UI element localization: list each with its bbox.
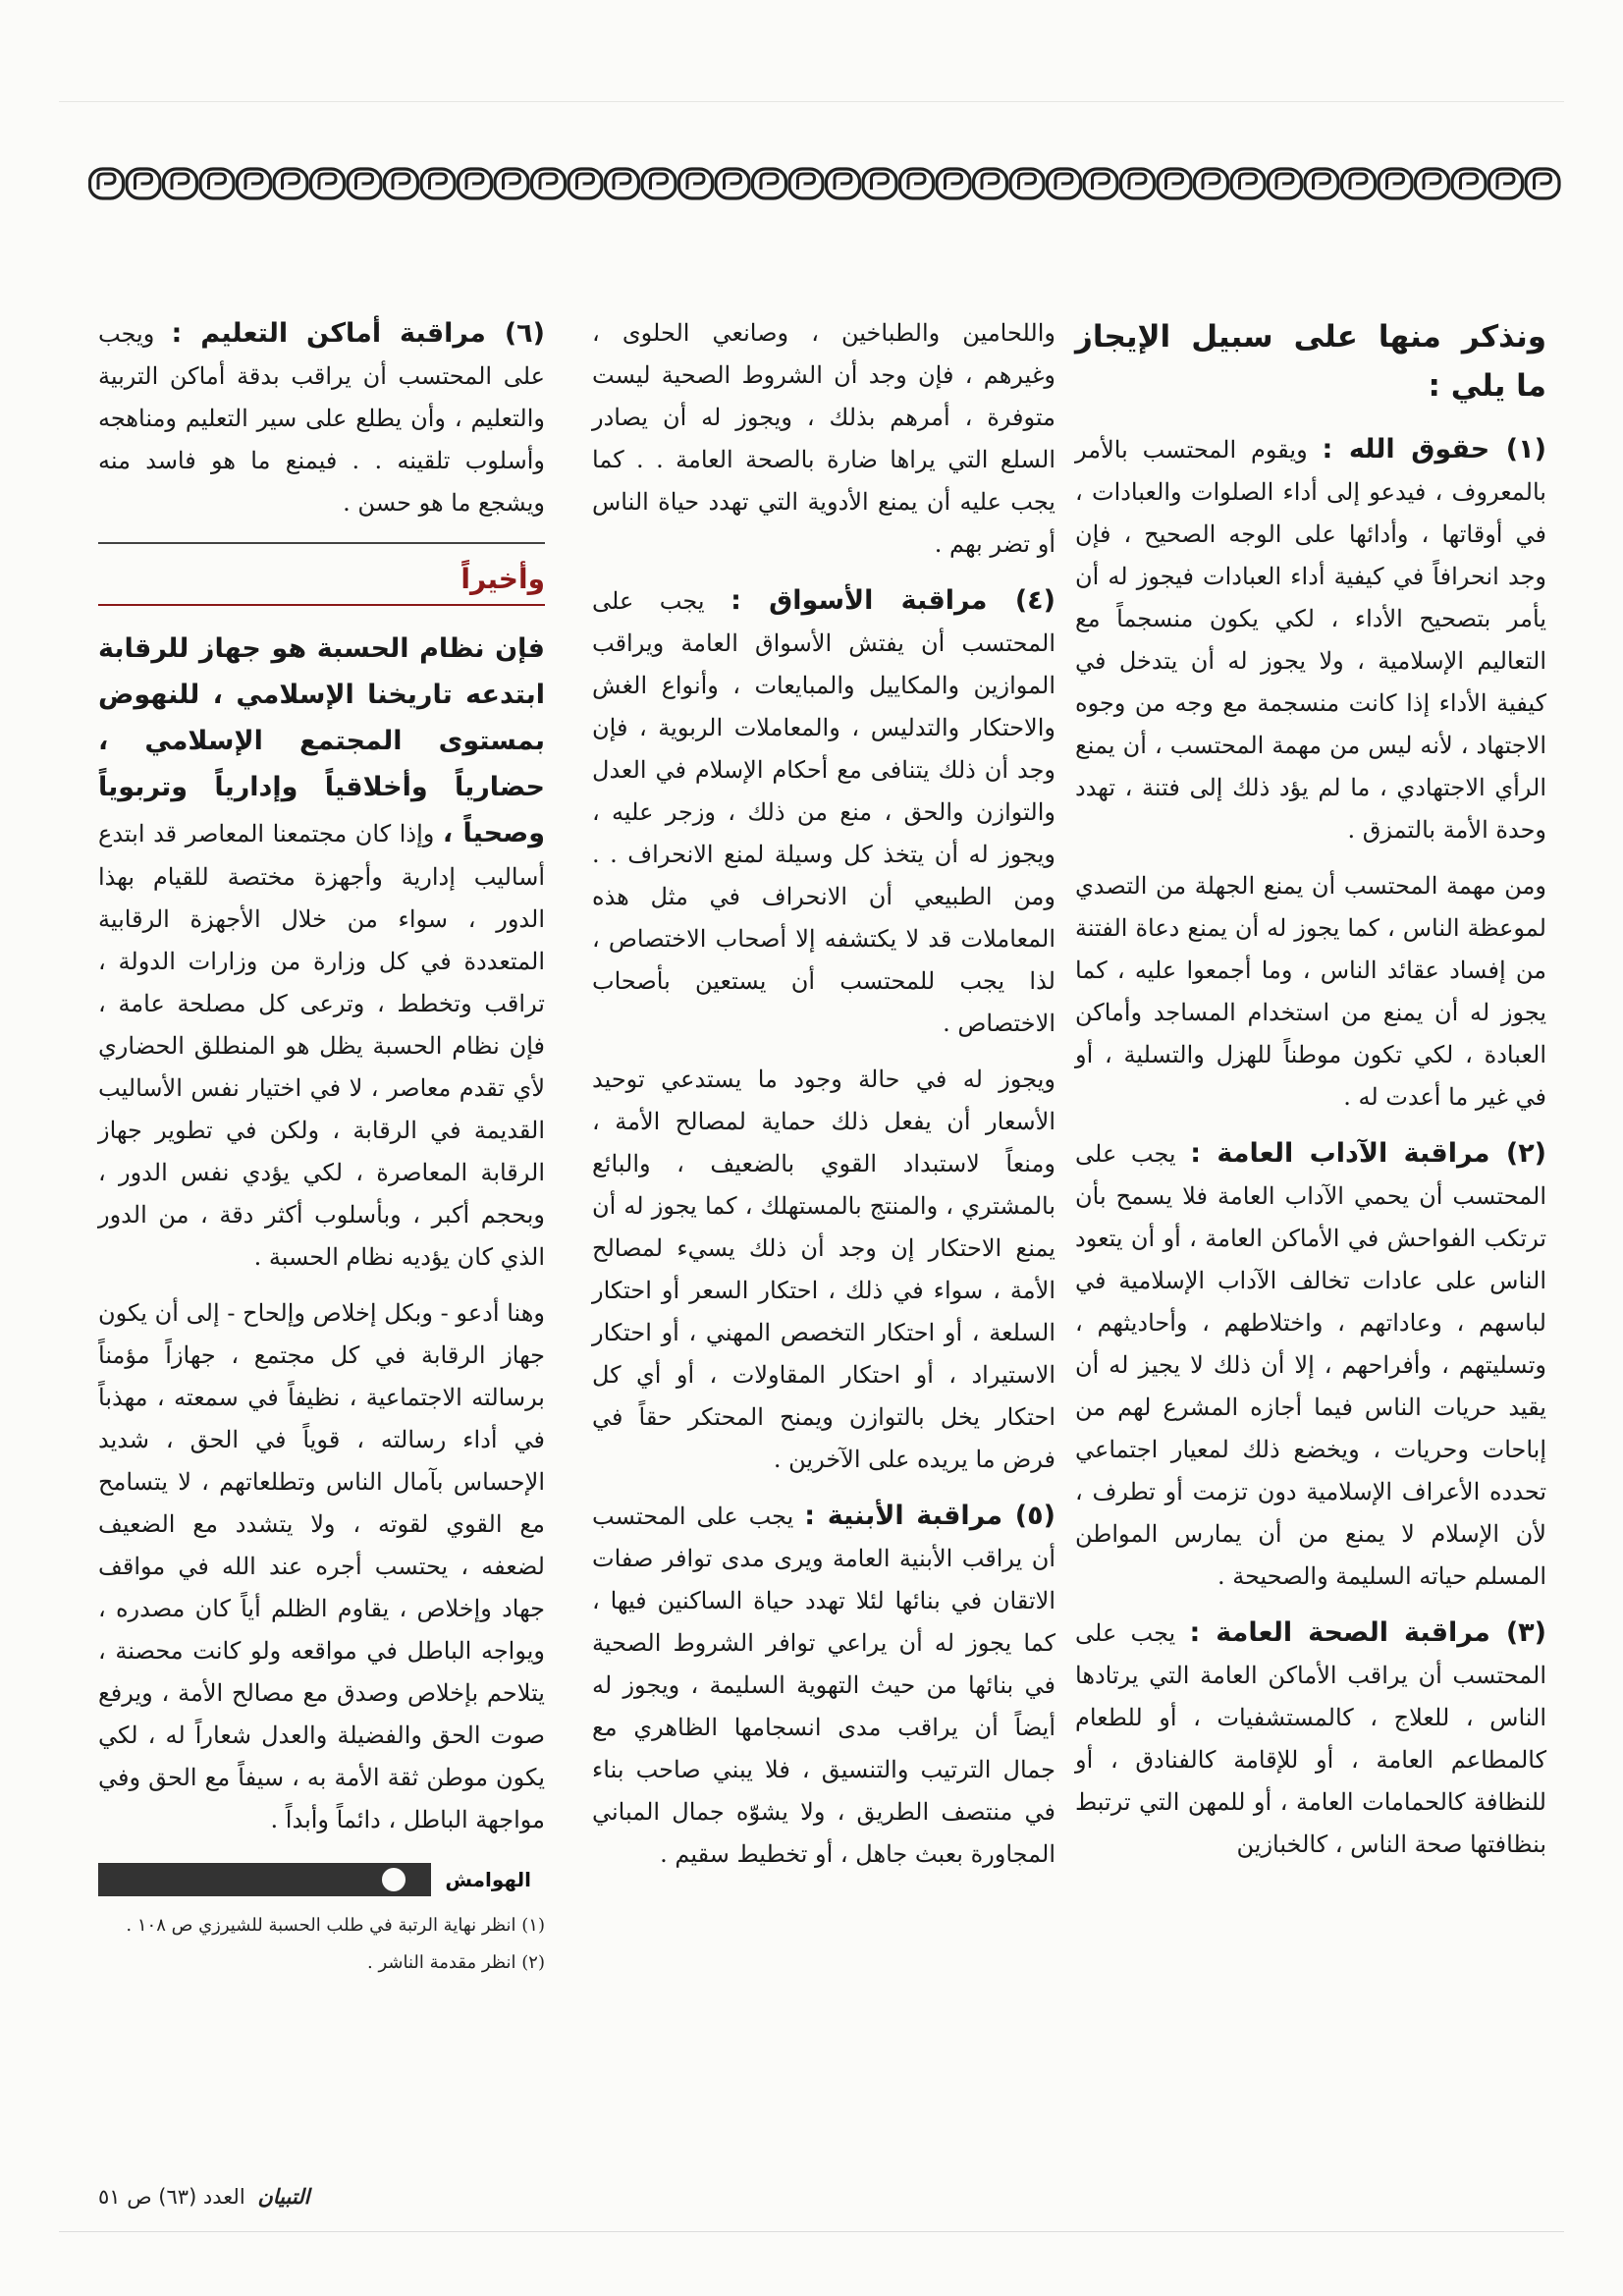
circle-ornament-icon <box>380 1866 407 1893</box>
column-left <box>98 312 545 1985</box>
section-3-text: يجب على المحتسب أن يراقب الأماكن العامة التي يرتادها الناس ، للعلاج ، كالمستشفيات ، أو للطعام كالمطاعم العامة ، أو للإقامة كالفنادق ، أو للنظافة كالحمامات العامة ، أو للمهن التي ترتبط بنظافتها صحة الناس ، كالخبازين <box>1075 1619 1546 1858</box>
footnote: (٢) انظر مقدمة الناشر . <box>367 1952 545 1973</box>
section-2-title: (٢) مراقبة الآداب العامة : <box>1190 1138 1547 1169</box>
section-1 <box>1075 428 1546 851</box>
section-2 <box>1075 1132 1546 1598</box>
decorative-border <box>88 165 1561 202</box>
conclusion-paragraph <box>98 626 545 1279</box>
column-middle <box>592 312 1055 1889</box>
section-2-text: يجب على المحتسب أن يحمي الآداب العامة فلا يسمح بأن ترتكب الفواحش في الأماكن العامة ، أو أن يتعود الناس على عادات تخالف الآداب الإسلامية في لباسهم ، وعاداتهم ، واختلاطهم ، وأحاديثهم ، وتسليتهم ، وأفراحهم ، إلا أن ذلك لا يجيز له أن يقيد حريات الناس فيما أجازه المشرع لهم من إباحات وحريات ، ويخضع ذلك لمعيار اجتماعي تحدده الأعراف الإسلامية دون تزمت أو تطرف ، لأن الإسلام لا يمنع من أن يمارس المواطن المسلم حياته السليمة والصحيحة . <box>1075 1140 1547 1590</box>
top-divider <box>59 101 1564 102</box>
page-footer <box>98 2185 309 2209</box>
paragraph: واللحامين والطباخين ، وصانعي الحلوى ، وغيرهم ، فإن وجد أن الشروط الصحية ليست متوفرة ، أمرهم بذلك ، ويجوز له أن يصادر السلع التي يراها ضارة بالصحة العامة . . كما يجب عليه أن يمنع الأدوية التي تهدد حياة الناس أو تضر بهم . <box>592 319 1055 558</box>
issue-page: العدد (٦٣) ص ٥١ <box>98 2185 245 2209</box>
paragraph: وهنا أدعو - وبكل إخلاص وإلحاح - إلى أن يكون جهاز الرقابة في كل مجتمع ، جهازاً مؤمناً برسالته الاجتماعية ، نظيفاً في سمعته ، مهذباً في أداء رسالته ، قوياً في الحق ، شديد الإحساس بآمال الناس وتطلعاتهم ، لا يتسامح مع القوي لقوته ، ولا يتشدد مع الضعيف لضعفه ، يحتسب أجره عند الله في مواقف جهاد وإخلاص ، يقاوم الظلم أياً كان مصدره ، ويواجه الباطل في مواقعه ولو كانت محصنة ، يتلاحم بإخلاص وصدق مع مصالح الأمة ، ويرفع صوت الحق والفضيلة والعدل شعاراً له ، لكي يكون موطن ثقة الأمة به ، سيفاً مع الحق وفي مواجهة الباطل ، دائماً وأبداً . <box>98 1299 545 1833</box>
intro-heading: ونذكر منها على سبيل الإيجاز ما يلي : <box>1075 319 1546 404</box>
footnote: (١) انظر نهاية الرتبة في طلب الحسبة للشيرزي ص ١٠٨ . <box>126 1915 545 1936</box>
bottom-divider <box>59 2231 1564 2232</box>
section-5-text: يجب على المحتسب أن يراقب الأبنية العامة ويرى مدى توافر صفات الاتقان في بنائها لئلا تهدد حياة الساكنين فيها ، كما يجوز له أن يراعي توافر الشروط الصحية في بنائها من حيث التهوية السليمة ، ويجوز له أيضاً أن يراقب مدى انسجامها الظاهري مع جمال الترتيب والتنسيق ، فلا يبني صاحب بناء في منتصف الطريق ، ولا يشوّه جمال المباني المجاورة بعبث جاهل ، أو تخطيط سقيم . <box>592 1503 1056 1868</box>
section-4-text: يجب على المحتسب أن يفتش الأسواق العامة ويراقب الموازين والمكاييل والمبايعات ، وأنواع الغش والاحتكار والتدليس ، والمعاملات الربوية ، فإن وجد أن ذلك يتنافى مع أحكام الإسلام في العدل والتوازن والحق ، منع من ذلك ، وزجر عليه ، ويجوز له أن يتخذ كل وسيلة لمنع الانحراف . . ومن الطبيعي أن الانحراف في مثل هذه المعاملات قد لا يكتشفه إلا أصحاب الاختصاص ، لذا يجب للمحتسب أن يستعين بأصحاب الاختصاص . <box>592 587 1055 1037</box>
paragraph: ويجوز له في حالة وجود ما يستدعي توحيد الأسعار أن يفعل ذلك حماية لمصالح الأمة ، ومنعاً لاستبداد القوي بالضعيف ، والبائع بالمشتري ، والمنتج بالمستهلك ، كما يجوز له أن يمنع الاحتكار إن وجد أن ذلك يسيء لمصالح الأمة ، سواء في ذلك ، احتكار السعر أو احتكار السلعة ، أو احتكار التخصص المهني ، أو احتكار الاستيراد ، أو احتكار المقاولات ، أو أي كل احتكار يخل بالتوازن ويمنح المحتكر حقاً في فرض ما يريده على الآخرين . <box>592 1066 1055 1473</box>
section-6-title: (٦) مراقبة أماكن التعليم : <box>171 318 545 349</box>
section-4-title: (٤) مراقبة الأسواق : <box>730 585 1055 616</box>
scroll-ornament-icon <box>88 165 1561 202</box>
paragraph: ومن مهمة المحتسب أن يمنع الجهلة من التصدي لموعظة الناس ، كما يجوز له أن يمنع دعاة الفتنة من إفساد عقائد الناس ، وما أجمعوا عليه ، كما يجوز له أن يمنع من استخدام المساجد وأماكن العبادة ، لكي تكون موطناً للهزل والتسلية ، أو في غير ما أعدت له . <box>1075 872 1546 1111</box>
section-6 <box>98 312 545 524</box>
conclusion-title: وأخيراً <box>460 563 545 595</box>
conclusion-text: وإذا كان مجتمعنا المعاصر قد ابتدع أساليب إدارية وأجهزة مختصة للقيام بهذا الدور ، سواء من خلال الأجهزة الرقابية المتعددة في كل وزارة من وزارات الدولة ، تراقب وتخطط ، وترعى كل مصلحة عامة ، فإن نظام الحسبة يظل هو المنطلق الحضاري لأي تقدم معاصر ، لا في اختيار نفس الأساليب القديمة في الرقابة ، ولكن في تطوير جهاز الرقابة المعاصرة ، لكي يؤدي نفس الدور ، وبحجم أكبر ، وبأسلوب أكثر دقة ، من الدور الذي كان يؤديه نظام الحسبة . <box>98 820 545 1271</box>
section-6-text: ويجب على المحتسب أن يراقب بدقة أماكن التربية والتعليم ، وأن يطلع على سير التعليم ومناهجه وأسلوب تلقينه . . فيمنع ما هو فاسد منه ويشجع ما هو حسن . <box>98 320 545 517</box>
magazine-name: التبيان <box>257 2185 310 2209</box>
conclusion-lead: فإن نظام الحسبة هو جهاز للرقابة ابتدعه تاريخنا الإسلامي ، للنهوض بمستوى المجتمع الإسلامي ، حضارياً وأخلاقياً وإدارياً وتربوياً وصحياً ، <box>98 633 545 848</box>
footnotes-label: الهوامش <box>431 1863 545 1896</box>
section-1-text: ويقوم المحتسب بالأمر بالمعروف ، فيدعو إلى أداء الصلوات والعبادات ، في أوقاتها ، وأدائها على الوجه الصحيح ، فإن وجد انحرافاً في كيفية أداء العبادات فيجوز له أن يأمر بتصحيح الأداء ، لكي يكون منسجماً مع التعاليم الإسلامية ، ولا يجوز له أن يتدخل في كيفية الأداء إذا كانت منسجمة مع وجه من وجوه الاجتهاد ، لأنه ليس من مهمة المحتسب ، أن يمنع الرأي الاجتهادي ، ما لم يؤد ذلك إلى فتنة ، تهدد وحدة الأمة بالتمزق . <box>1075 436 1546 844</box>
section-5 <box>592 1495 1055 1876</box>
section-5-title: (٥) مراقبة الأبنية : <box>804 1501 1055 1531</box>
section-3-title: (٣) مراقبة الصحة العامة : <box>1189 1617 1546 1648</box>
footnotes-header <box>98 1863 545 1896</box>
section-1-title: (١) حقوق الله : <box>1322 434 1546 465</box>
conclusion-heading <box>98 558 545 606</box>
section-3 <box>1075 1612 1546 1866</box>
divider <box>98 542 545 544</box>
section-4 <box>592 579 1055 1045</box>
column-right <box>1075 312 1546 1880</box>
